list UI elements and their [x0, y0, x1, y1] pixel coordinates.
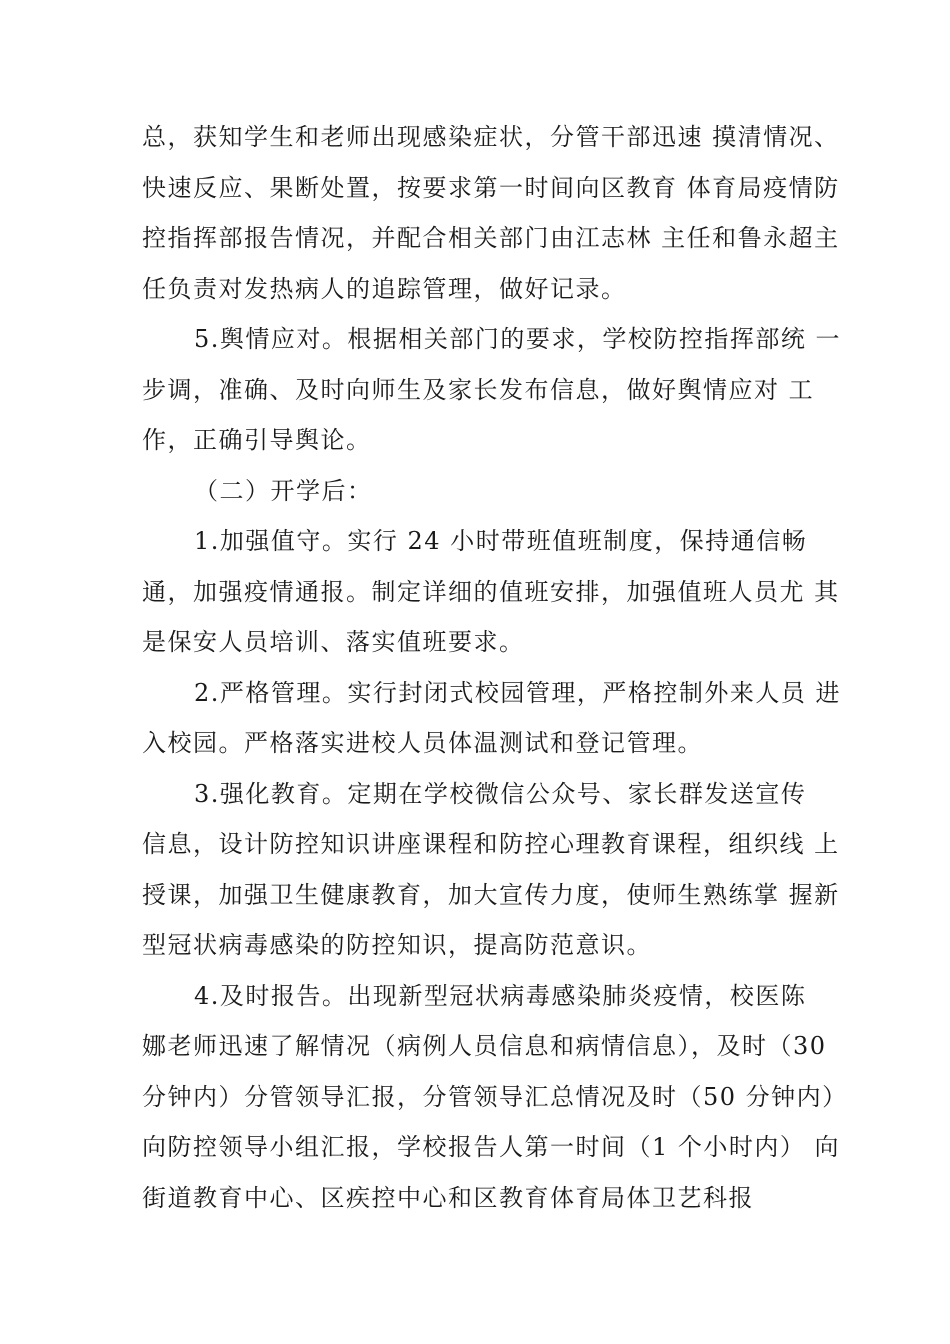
text-line: 入校园。严格落实进校人员体温测试和登记管理。 — [142, 729, 703, 757]
paragraph-6 — [142, 971, 848, 1224]
text-line: 街道教育中心、区疾控中心和区教育体育局体卫艺科报 — [142, 1183, 754, 1212]
paragraph-5 — [142, 769, 840, 971]
text-line: （二）开学后： — [194, 476, 373, 505]
text-line: 娜老师迅速了解情况（病例人员信息和病情信息），及时（30 — [142, 1032, 827, 1060]
text-line: 信息，设计防控知识讲座课程和防控心理教育课程，组织线 上 — [142, 830, 840, 858]
text-line: 快速反应、果断处置，按要求第一时间向区教育 体育局疫情防 — [142, 173, 840, 202]
text-line: 通，加强疫情通报。制定详细的值班安排，加强值班人员尤 其 — [142, 577, 840, 606]
text-line: 控指挥部报告情况，并配合相关部门由江志林 主任和鲁永超主 — [142, 224, 840, 252]
document-body — [142, 112, 848, 1223]
text-line: 分钟内）分管领导汇报，分管领导汇总情况及时（50 分钟内） — [142, 1082, 848, 1111]
text-line: 授课，加强卫生健康教育，加大宣传力度，使师生熟练掌 握新 — [142, 880, 840, 909]
text-line: 作，正确引导舆论。 — [142, 426, 372, 454]
text-line: 2.严格管理。实行封闭式校园管理，严格控制外来人员 进 — [194, 678, 842, 707]
text-line: 型冠状病毒感染的防控知识，提高防范意识。 — [142, 931, 652, 959]
text-line: 是保安人员培训、落实值班要求。 — [142, 628, 525, 656]
text-line: 5.舆情应对。根据相关部门的要求，学校防控指挥部统 一 — [194, 325, 842, 353]
paragraph-1 — [142, 112, 840, 314]
paragraph-4 — [142, 668, 842, 769]
text-line: 总，获知学生和老师出现感染症状，分管干部迅速 摸清情况、 — [142, 123, 840, 151]
text-line: 步调，准确、及时向师生及家长发布信息，做好舆情应对 工 — [142, 375, 815, 404]
paragraph-2 — [142, 314, 842, 466]
text-line: 4.及时报告。出现新型冠状病毒感染肺炎疫情，校医陈 — [194, 981, 807, 1010]
text-line: 3.强化教育。定期在学校微信公众号、家长群发送宣传 — [194, 779, 807, 808]
text-line: 1.加强值守。实行 24 小时带班值班制度，保持通信畅 — [194, 527, 808, 555]
text-line: 任负责对发热病人的追踪管理，做好记录。 — [142, 274, 627, 303]
paragraph-3 — [142, 516, 840, 668]
text-line: 向防控领导小组汇报，学校报告人第一时间（1 个小时内） 向 — [142, 1133, 841, 1161]
section-heading — [142, 466, 822, 517]
